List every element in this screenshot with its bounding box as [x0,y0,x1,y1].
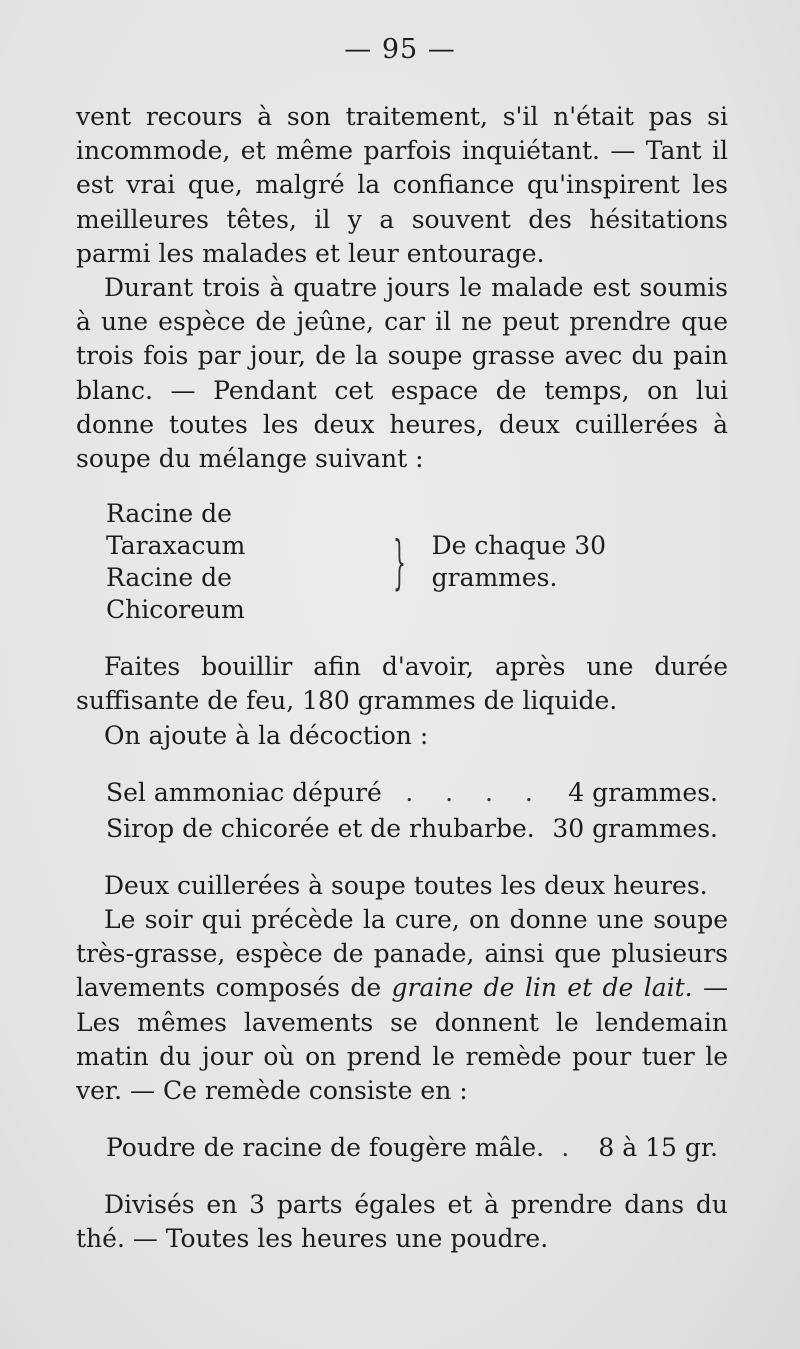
paragraph-3: Faites bouillir afin d'avoir, après une durée suffisante de feu, 180 grammes de liquide. [76,652,728,716]
paragraph-6-italic: graine de lin et de lait. [391,973,693,1003]
recipe-roots-quantity: De chaque 30 grammes. [431,531,607,593]
paragraph-5: Deux cuillerées à soupe toutes les deux heures. [104,870,708,900]
recipe-item-chicoreum: Racine de Chicoreum [106,563,245,625]
ingredient-name: Poudre de racine de fougère mâle. [106,1133,545,1163]
recipe-item-taraxacum: Racine de Taraxacum [106,499,246,561]
paragraph-7: Divisés en 3 parts égales et à prendre dans du thé. — Toutes les heures une poudre. [76,1190,728,1254]
recipe-row [106,775,718,811]
recipe-roots [106,498,728,626]
page-number: — 95 — [344,34,456,65]
ingredient-quantity: 30 grammes. [552,813,718,843]
paragraph-6-end: — Les mêmes lavements se donnent le lendemain matin du jour où on prend le remède pour tuer le ver. — Ce remède consiste en : [76,973,728,1106]
recipe-roots-names [106,498,369,626]
ingredient-quantity: 8 à 15 gr. [598,1133,718,1163]
recipe-row [106,811,718,847]
paragraph-6-start: Le soir qui précède la cure, on donne une soupe très-grasse, espèce de panade, ainsi que plusieurs lavements composés de [76,905,728,1003]
recipe-row [106,1130,718,1166]
page-body [76,100,728,1257]
paragraph-1: vent recours à son traitement, s'il n'était pas si incommode, et même parfois inquiétant. — Tant il est vrai que, malgré la confiance qu'inspirent les meilleures têtes, il y a souvent des hésitations parmi les malades et leur entourage. [76,102,728,268]
paragraph-4: On ajoute à la décoction : [104,720,429,750]
ingredient-name: Sel ammoniac dépuré [106,777,382,807]
leader-dots: . . . . [405,777,545,807]
ingredient-quantity: 4 grammes. [568,777,718,807]
paragraph-6 [76,903,728,1108]
brace-icon: } [392,528,406,597]
recipe-remedy [106,1130,718,1166]
leader-dots: . [561,1133,582,1163]
ingredient-name: Sirop de chicorée et de rhubarbe. [106,813,535,843]
paragraph-2: Durant trois à quatre jours le malade est soumis à une espèce de jeûne, car il ne peut prendre que trois fois par jour, de la soupe grasse avec du pain blanc. — Pendant cet espace de temps, on lui donne toutes les deux heures, deux cuillerées à soupe du mélange suivant : [76,273,728,474]
recipe-additions [106,775,718,847]
